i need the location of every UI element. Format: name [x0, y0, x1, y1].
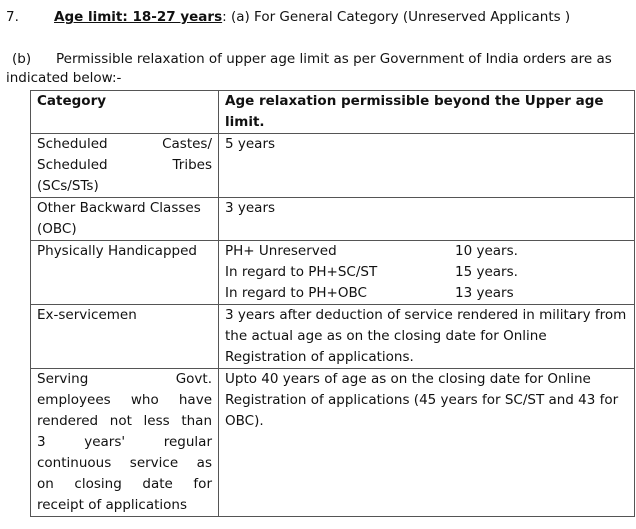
table-row [31, 198, 635, 241]
age-limit-text: Age limit: 18-27 years [54, 9, 223, 25]
category-cell [31, 198, 219, 241]
category-line: (OBC) [37, 221, 77, 237]
category-line: Scheduled Castes/ [37, 136, 212, 152]
category-line: employees who have [37, 392, 212, 408]
category-line: on closing date for [37, 476, 212, 492]
category-line: rendered not less than [37, 413, 212, 429]
relaxation-cell: 5 years [219, 134, 635, 198]
paragraph-text: Permissible relaxation of upper age limit as per Government of India orders are as indicated below:- [6, 51, 612, 86]
category-line: 3 years' regular [37, 434, 212, 450]
relaxation-paragraph [6, 50, 632, 88]
category-line: Physically Handicapped [37, 243, 197, 259]
paragraph-label: (b) [12, 51, 32, 67]
ph-item-label: In regard to PH+SC/ST [225, 264, 378, 280]
category-cell [31, 134, 219, 198]
header-category: Category [31, 91, 219, 134]
table-row [31, 241, 635, 305]
category-cell [31, 241, 219, 305]
table-header-row [31, 91, 635, 134]
general-category-text: : (a) For General Category (Unreserved Applicants ) [222, 9, 571, 25]
category-line: Scheduled Tribes [37, 157, 212, 173]
category-line: continuous service as [37, 455, 212, 471]
table-row [31, 134, 635, 198]
ph-item [225, 262, 628, 283]
ph-item [225, 283, 628, 304]
category-line: (SCs/STs) [37, 178, 99, 194]
relaxation-cell: 3 years after deduction of service rendered in military from the actual age as on the closing date for Online Registration of applications. [219, 305, 635, 369]
ph-item-label: PH+ Unreserved [225, 243, 337, 259]
category-cell [31, 369, 219, 517]
section-number: 7. [6, 9, 19, 25]
table-row [31, 369, 635, 517]
relaxation-cell: 3 years [219, 198, 635, 241]
header-relaxation: Age relaxation permissible beyond the Upper age limit. [219, 91, 635, 134]
ph-item [225, 241, 628, 262]
age-relaxation-table [30, 90, 635, 517]
ph-item-label: In regard to PH+OBC [225, 285, 367, 301]
ph-item-value: 10 years. [455, 243, 518, 259]
category-line: receipt of applications [37, 497, 187, 513]
section-heading [6, 7, 570, 28]
table-row [31, 305, 635, 369]
category-line: Other Backward Classes [37, 200, 201, 216]
relaxation-cell: Upto 40 years of age as on the closing date for Online Registration of applications (45 years for SC/ST and 43 for OBC). [219, 369, 635, 517]
category-line: Ex-servicemen [37, 307, 137, 323]
category-cell [31, 305, 219, 369]
ph-item-value: 15 years. [455, 264, 518, 280]
category-line: Serving Govt. [37, 371, 212, 387]
relaxation-cell [219, 241, 635, 305]
ph-item-value: 13 years [455, 285, 514, 301]
